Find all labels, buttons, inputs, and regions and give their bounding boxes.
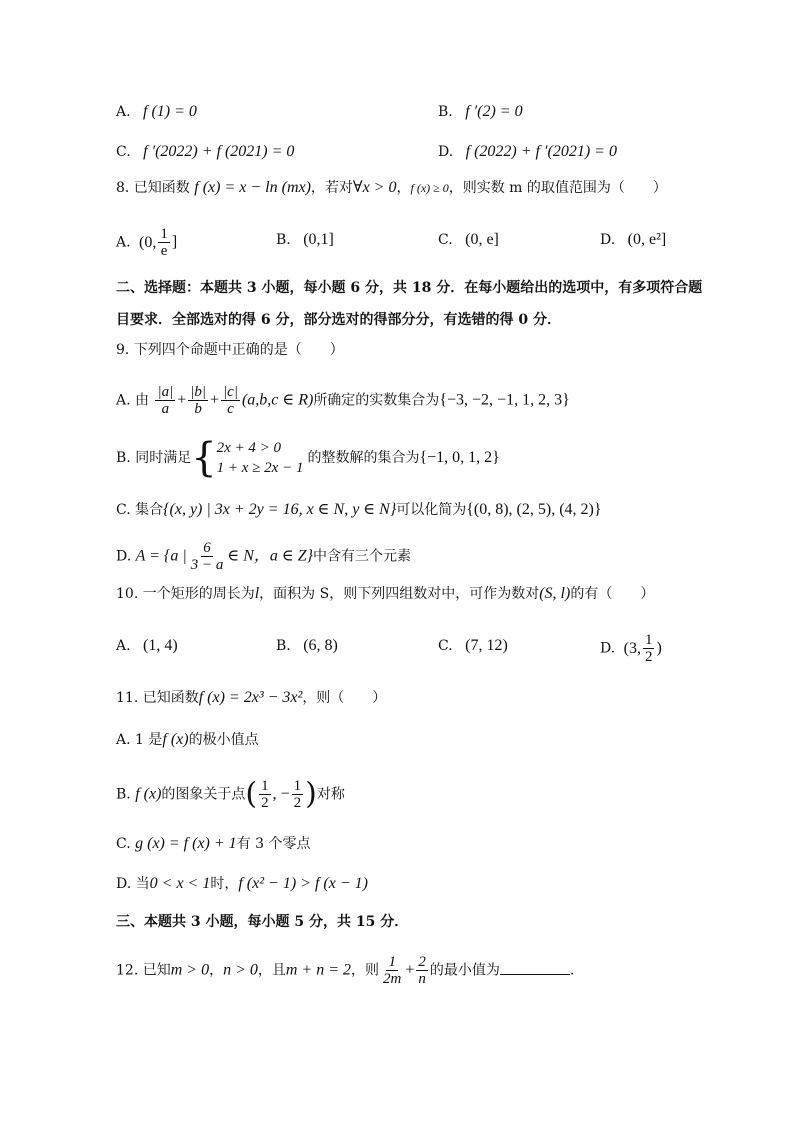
option-expr: (7, 12) — [465, 637, 508, 654]
q11-text: ，则（ ） — [302, 690, 387, 706]
fraction — [292, 778, 304, 811]
q8-text: ，若对 — [310, 180, 353, 196]
fraction-den: 2m — [383, 971, 402, 987]
q9-a-cond: (a,b,c ∈ R) — [241, 391, 314, 409]
q9-a-text: 所确定的实数集合为 — [313, 392, 440, 409]
option-expr: (3, — [623, 639, 641, 657]
q8-cond2: f (x) ≥ 0 — [410, 181, 449, 195]
option-expr: (1, 4) — [143, 637, 178, 654]
inequality-system — [217, 438, 304, 478]
q7-option-d — [438, 142, 617, 162]
plus-sign: + — [405, 961, 415, 979]
q11-b-f: f (x) — [135, 785, 162, 803]
q9-stem: 9. 下列四个命题中正确的是（ ） — [116, 342, 344, 358]
fraction-den: 2 — [644, 649, 653, 665]
q8-option-d — [600, 230, 666, 250]
option-label: A. 1 是 — [116, 732, 163, 748]
option-expr: (0, e] — [465, 231, 499, 248]
option-label: A. — [116, 638, 131, 654]
option-expr: (0,1] — [303, 231, 334, 248]
q10-stem — [116, 584, 654, 604]
option-label: B. — [276, 232, 291, 248]
option-label: D. 当 — [116, 876, 150, 892]
fraction-num: |a| — [157, 384, 174, 400]
fraction-num: |b| — [190, 384, 206, 400]
q9-d-text: 中含有三个元素 — [313, 548, 412, 565]
fraction-den: b — [194, 401, 202, 417]
q11-d-text: 时， — [210, 876, 239, 892]
fraction — [643, 632, 655, 665]
fraction-den: a — [161, 401, 170, 417]
q7-option-b — [438, 102, 523, 122]
q11-c-text: 有 3 个零点 — [236, 836, 311, 852]
q12-stem — [116, 954, 574, 987]
q9-b-text: 的整数解的集合为 — [307, 450, 420, 466]
fraction — [416, 954, 428, 987]
q12-cond: m > 0 — [170, 961, 210, 979]
fraction — [189, 540, 226, 573]
q11-a-text: 的极小值点 — [188, 732, 259, 748]
fraction-num: 1 — [160, 226, 168, 242]
q11-d-expr: f (x² − 1) > f (x − 1) — [238, 875, 368, 892]
q11-option-d — [116, 874, 368, 894]
q10-option-c — [438, 636, 508, 656]
option-label: D. — [600, 232, 616, 248]
q9-a-set: {−3, −2, −1, 1, 2, 3} — [439, 391, 570, 409]
fraction — [158, 226, 170, 259]
q11-text: 11. 已知函数 — [116, 690, 199, 706]
q11-func: f (x) = 2x³ − 3x² — [198, 689, 303, 706]
q10-var: l — [254, 585, 260, 602]
inequality: 1 + x ≥ 2x − 1 — [216, 460, 304, 476]
fraction — [188, 384, 208, 417]
fraction-den: 2 — [293, 795, 302, 811]
fraction-num: 1 — [388, 954, 396, 970]
option-expr: (6, 8) — [303, 637, 338, 654]
section2-line1: 二、选择题：本题共 3 小题，每小题 6 分，共 18 分．在每小题给出的选项中，有多项符合题 — [116, 280, 703, 296]
fraction-den: c — [227, 401, 234, 417]
brace-icon: { — [191, 435, 217, 481]
option-label: B. — [116, 786, 131, 803]
option-label: A. 由 — [116, 392, 150, 409]
q11-a-f: f (x) — [162, 731, 189, 748]
q8-stem — [116, 178, 667, 198]
option-expr: f (1) = 0 — [143, 103, 197, 120]
section3-heading: 三、本题共 3 小题，每小题 5 分，共 15 分． — [116, 914, 409, 930]
fraction — [221, 384, 240, 417]
option-expr: f (2022) + f ′(2021) = 0 — [465, 143, 617, 160]
q9-option-c — [116, 500, 602, 520]
q9-d-expr: ∈ N，a ∈ Z} — [227, 547, 314, 565]
fraction — [381, 954, 403, 987]
fraction — [155, 384, 175, 417]
option-label: C. 集合 — [116, 502, 164, 518]
q9-c-set: {(x, y) | 3x + 2y = 16, x ∈ N, y ∈ N} — [163, 501, 397, 518]
q7-option-a — [116, 102, 197, 122]
q10-text: ，面积为 S，则下列四组数对中，可作为数对 — [259, 586, 540, 602]
q11-stem — [116, 688, 386, 708]
q10-pair: (S, l) — [539, 585, 571, 602]
q8-tail: ，则实数 m 的取值范围为（ ） — [448, 180, 667, 196]
option-label: C. — [116, 144, 131, 160]
q9-option-b — [116, 435, 500, 481]
fraction-den: 2 — [261, 795, 269, 811]
q8-func: f (x) = x − ln (mx) — [194, 179, 311, 196]
fraction-num: 6 — [203, 540, 211, 556]
q12-text: 12. 已知 — [116, 962, 171, 979]
option-expr: (0, — [139, 233, 157, 251]
fraction-num: 1 — [261, 778, 269, 794]
q12-text: ，则 — [351, 962, 380, 979]
fraction — [259, 778, 271, 811]
fraction-den: 3 − a — [190, 557, 224, 573]
q9-option-a: A. 由 $\frac{|a|}{a}$ + $\frac{|b|}{b}$ + $\frac{|c|}{c}$ (a,b,c ∈ R)所确定的实数集合为{−3, −2, −1, 1, 2, 3} — [116, 384, 570, 417]
answer-blank[interactable] — [500, 960, 570, 975]
q9-c-text: 可以化简为 — [396, 502, 467, 518]
q10-text: 10. 一个矩形的周长为 — [116, 586, 255, 602]
q11-b-text: 对称 — [316, 786, 345, 803]
q10-text: 的有（ ） — [570, 586, 655, 602]
q9-option-d — [116, 540, 411, 573]
q10-option-b — [276, 636, 338, 656]
fraction-num: 1 — [293, 778, 302, 794]
option-label: C. — [438, 232, 453, 248]
q9-b-set: {−1, 0, 1, 2} — [419, 449, 500, 466]
option-label: B. 同时满足 — [116, 450, 192, 466]
q11-c-expr: g (x) = f (x) + 1 — [135, 835, 237, 852]
fraction-den: n — [418, 971, 426, 987]
option-label: C. — [116, 836, 131, 852]
q11-option-c — [116, 834, 311, 854]
option-expr: f ′(2022) + f (2021) = 0 — [143, 143, 295, 160]
q7-option-c — [116, 142, 294, 162]
q8-option-b — [276, 230, 334, 250]
fraction-num: 2 — [418, 954, 426, 970]
q11-b-text: 的图象关于点 — [161, 786, 246, 803]
fraction-num: 1 — [644, 632, 653, 648]
q12-text: ， — [209, 962, 224, 979]
q12-text: ，且 — [257, 962, 286, 979]
fraction-num: |c| — [223, 384, 238, 400]
q11-d-cond: 0 < x < 1 — [149, 875, 211, 892]
option-expr: ) — [656, 639, 662, 657]
option-label: D. — [116, 548, 132, 565]
option-expr: f ′(2) = 0 — [465, 103, 523, 120]
option-expr: ] — [171, 233, 178, 251]
q8-text: ， — [396, 180, 411, 196]
option-label: A. — [116, 104, 131, 120]
q10-option-d — [600, 632, 662, 665]
q12-text: 的最小值为 — [429, 962, 500, 979]
option-label: D. — [438, 144, 454, 160]
q12-text: . — [569, 962, 575, 979]
q8-option-c — [438, 230, 499, 250]
q10-option-a — [116, 636, 178, 656]
q8-option-a — [116, 226, 177, 259]
q8-cond: ∀x > 0 — [352, 179, 397, 196]
option-label: B. — [438, 104, 453, 120]
q11-option-b: B. f (x)的图象关于点( $\frac{1}{2}$ , − $\frac{1}{2}$ )对称 — [116, 776, 345, 812]
q8-number: 8. 已知函数 — [116, 180, 190, 196]
inequality: 2x + 4 > 0 — [216, 440, 282, 456]
section2-line2: 目要求．全部选对的得 6 分，部分选对的得部分分，有选错的得 0 分． — [116, 312, 561, 328]
q12-cond: m + n = 2 — [285, 961, 352, 979]
fraction-den: e — [160, 243, 168, 259]
q12-cond: n > 0 — [223, 961, 258, 979]
q11-option-a — [116, 730, 259, 750]
q9-d-expr: A = {a | — [135, 547, 187, 565]
option-expr: (0, e²] — [627, 231, 667, 248]
option-label: A. — [116, 234, 131, 251]
option-label: B. — [276, 638, 291, 654]
option-label: C. — [438, 638, 453, 654]
option-label: D. — [600, 640, 616, 657]
q9-c-result: {(0, 8), (2, 5), (4, 2)} — [466, 501, 602, 518]
